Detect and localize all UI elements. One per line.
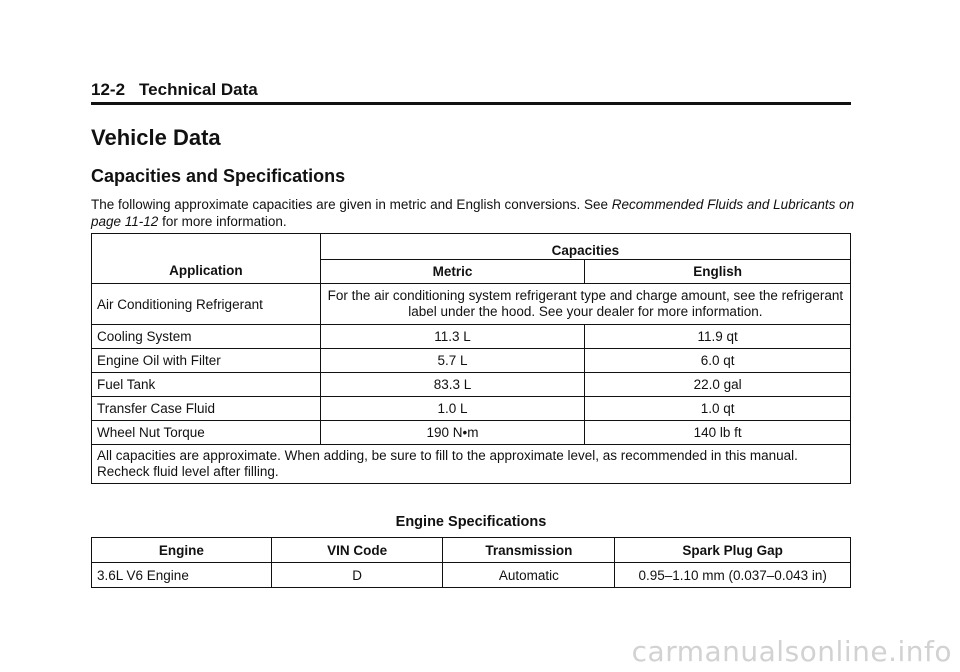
application-cell: Transfer Case Fluid <box>92 397 321 421</box>
application-cell: Engine Oil with Filter <box>92 349 321 373</box>
header-rule <box>91 102 851 105</box>
metric-cell: 1.0 L <box>320 397 585 421</box>
engine-specs-header: Engine <box>92 538 272 563</box>
table-row <box>92 445 851 484</box>
watermark: carmanualsonline.info <box>631 635 952 668</box>
application-cell: Cooling System <box>92 325 321 349</box>
engine-specs-header: Spark Plug Gap <box>615 538 851 563</box>
engine-specs-title: Engine Specifications <box>395 514 547 530</box>
capacities-table <box>91 233 851 484</box>
application-cell: Fuel Tank <box>92 373 321 397</box>
capacities-note: All capacities are approximate. When adding, be sure to fill to the approximate level, as recommended in this manual. Recheck fluid level after filling. <box>92 445 851 484</box>
intro-text-after: for more information. <box>158 214 287 229</box>
intro-text-before: The following approximate capacities are given in metric and English conversions. See <box>91 197 612 212</box>
metric-cell: 83.3 L <box>320 373 585 397</box>
table-row <box>92 373 851 397</box>
header-application: Application <box>92 234 321 284</box>
table-row <box>92 325 851 349</box>
english-cell: 1.0 qt <box>585 397 851 421</box>
application-cell: Air Conditioning Refrigerant <box>92 284 321 325</box>
table-row <box>92 563 851 588</box>
table-row <box>92 397 851 421</box>
table-row <box>92 284 851 325</box>
fluids-reference-link[interactable]: Recommended Fluids and Lubricants on page 11-12 <box>91 197 855 229</box>
english-cell: 6.0 qt <box>585 349 851 373</box>
engine-specs-cell: 3.6L V6 Engine <box>92 563 272 588</box>
engine-specs-header: VIN Code <box>271 538 443 563</box>
engine-specs-table <box>91 537 851 588</box>
table-row <box>92 349 851 373</box>
english-cell: 11.9 qt <box>585 325 851 349</box>
header-english: English <box>585 260 851 284</box>
metric-cell: 190 N•m <box>320 421 585 445</box>
section-title: Vehicle Data <box>91 125 221 150</box>
page-header <box>91 80 851 100</box>
engine-specs-cell: D <box>271 563 443 588</box>
header-capacities: Capacities <box>320 234 850 260</box>
english-cell: 22.0 gal <box>585 373 851 397</box>
header-metric: Metric <box>320 260 585 284</box>
chapter-title: Technical Data <box>139 80 258 99</box>
application-cell: Wheel Nut Torque <box>92 421 321 445</box>
intro-paragraph <box>91 196 856 230</box>
table-row <box>92 421 851 445</box>
metric-cell: 11.3 L <box>320 325 585 349</box>
engine-specs-cell: Automatic <box>443 563 615 588</box>
engine-specs-cell: 0.95–1.10 mm (0.037–0.043 in) <box>615 563 851 588</box>
page-number: 12-2 <box>91 80 126 99</box>
english-cell: 140 lb ft <box>585 421 851 445</box>
ac-refrigerant-note: For the air conditioning system refrigerant type and charge amount, see the refrigerant label under the hood. See your dealer for more information. <box>320 284 850 325</box>
subsection-title: Capacities and Specifications <box>91 166 346 186</box>
engine-specs-header: Transmission <box>443 538 615 563</box>
metric-cell: 5.7 L <box>320 349 585 373</box>
